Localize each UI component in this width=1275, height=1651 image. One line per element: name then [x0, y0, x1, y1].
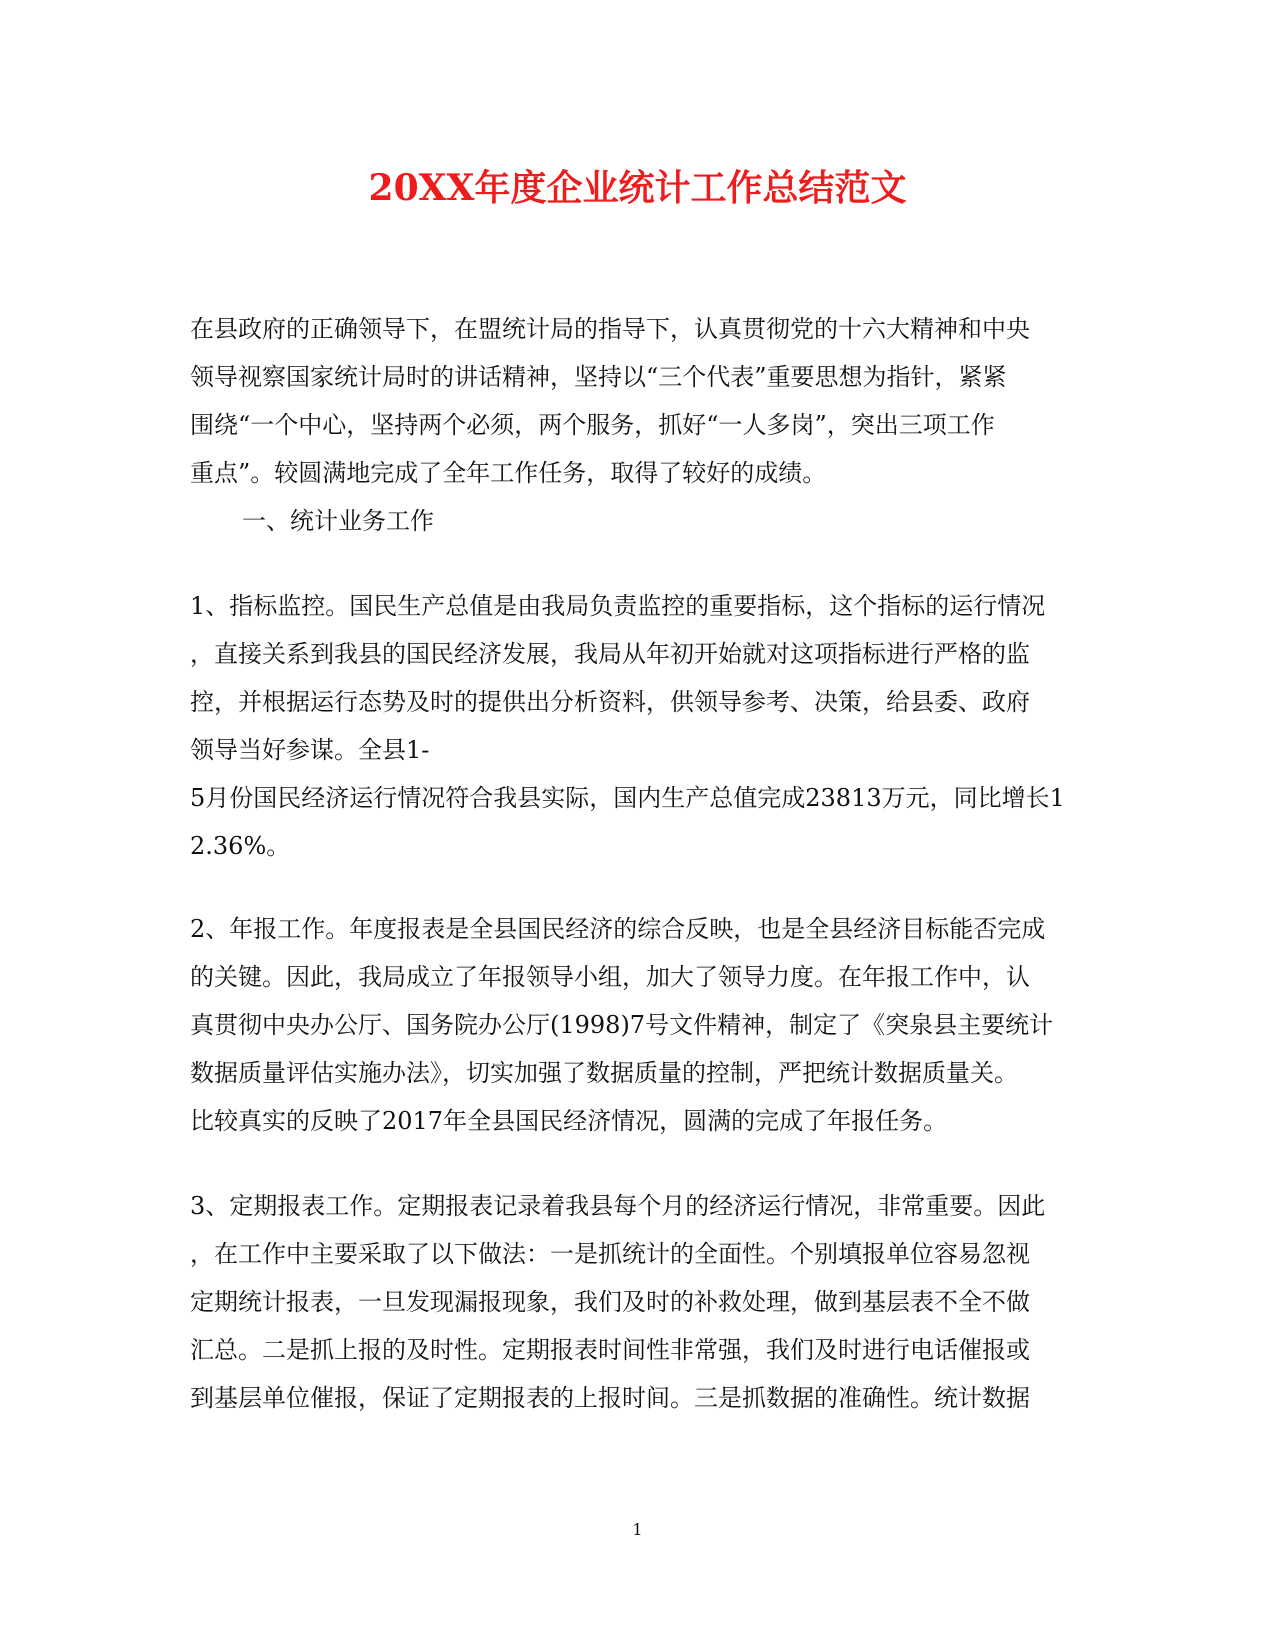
- text-line: 控，并根据运行态势及时的提供出分析资料，供领导参考、决策，给县委、政府: [190, 688, 1030, 716]
- paragraph-indicator-monitoring: [190, 582, 1090, 870]
- text-line: 5月份国民经济运行情况符合我县实际，国内生产总值完成23813万元，同比增长1: [190, 784, 1065, 812]
- text-line: 的关键。因此，我局成立了年报领导小组，加大了领导力度。在年报工作中，认: [190, 963, 1030, 991]
- text-line: 围绕“一个中心，坚持两个必须，两个服务，抓好“一人多岗”，突出三项工作: [190, 411, 995, 439]
- text-line: 2.36%。: [190, 832, 291, 860]
- section-heading: 一、统计业务工作: [242, 507, 434, 535]
- paragraph-annual-report: [190, 905, 1090, 1145]
- document-title: 20XX年度企业统计工作总结范文: [368, 167, 907, 209]
- text-line: ，在工作中主要采取了以下做法：一是抓统计的全面性。个别填报单位容易忽视: [190, 1240, 1030, 1268]
- text-line: 领导视察国家统计局时的讲话精神，坚持以“三个代表”重要思想为指针，紧紧: [190, 363, 1007, 391]
- text-line: 领导当好参谋。全县1-: [190, 736, 430, 764]
- text-line: ，直接关系到我县的国民经济发展，我局从年初开始就对这项指标进行严格的监: [190, 640, 1030, 668]
- text-line: 3、定期报表工作。定期报表记录着我县每个月的经济运行情况，非常重要。因此: [190, 1192, 1046, 1220]
- text-line: 比较真实的反映了2017年全县国民经济情况，圆满的完成了年报任务。: [190, 1107, 948, 1135]
- text-line: 在县政府的正确领导下，在盟统计局的指导下，认真贯彻党的十六大精神和中央: [190, 315, 1030, 343]
- text-line: 定期统计报表，一旦发现漏报现象，我们及时的补救处理，做到基层表不全不做: [190, 1288, 1030, 1316]
- text-line: 真贯彻中央办公厅、国务院办公厅(1998)7号文件精神，制定了《突泉县主要统计: [190, 1011, 1054, 1039]
- text-line: 重点”。较圆满地完成了全年工作任务，取得了较好的成绩。: [190, 459, 827, 487]
- paragraph-intro: [190, 305, 1090, 545]
- text-line: 数据质量评估实施办法》，切实加强了数据质量的控制，严把统计数据质量关。: [190, 1059, 1018, 1087]
- text-line: 1、指标监控。国民生产总值是由我局负责监控的重要指标，这个指标的运行情况: [190, 592, 1046, 620]
- page-number: 1: [632, 1520, 643, 1539]
- text-line: 2、年报工作。年度报表是全县国民经济的综合反映，也是全县经济目标能否完成: [190, 915, 1046, 943]
- text-line: 到基层单位催报，保证了定期报表的上报时间。三是抓数据的准确性。统计数据: [190, 1384, 1030, 1412]
- text-line: 汇总。二是抓上报的及时性。定期报表时间性非常强，我们及时进行电话催报或: [190, 1336, 1030, 1364]
- paragraph-periodic-report: [190, 1182, 1090, 1422]
